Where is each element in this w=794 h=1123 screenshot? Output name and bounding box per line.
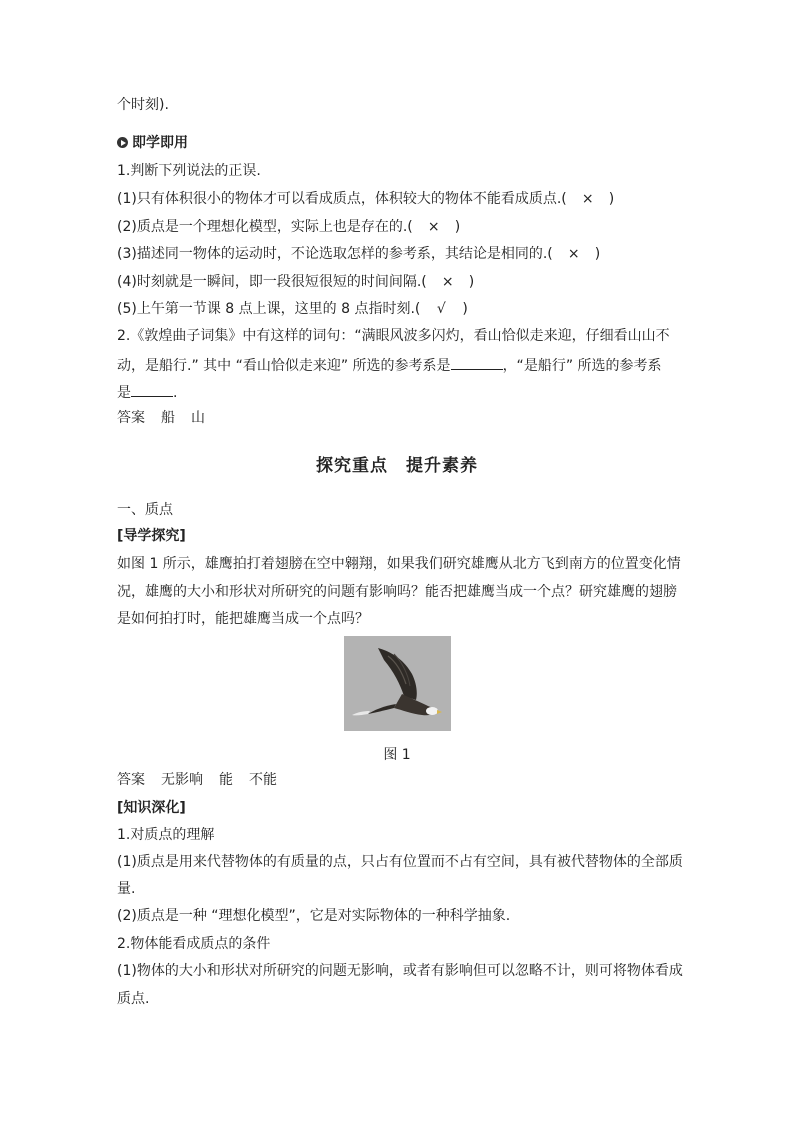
section-title xyxy=(0,451,794,476)
q2-line xyxy=(117,382,177,402)
guide-line: 况，雄鹰的大小和形状对所研究的问题有影响吗？能否把雄鹰当成一个点？研究雄鹰的翅膀 xyxy=(117,584,677,600)
part-heading: 一、质点 xyxy=(117,502,173,518)
q1-item-mark: × xyxy=(427,219,440,235)
q1-item-text: (5)上午第一节课 8 点上课，这里的 8 点指时刻.( xyxy=(117,301,421,317)
q2-text: . xyxy=(173,385,178,401)
q1-item-mark: × xyxy=(567,246,580,262)
part1-answer xyxy=(117,771,277,789)
knowledge-title: 1.对质点的理解 xyxy=(117,827,215,843)
play-circle-icon xyxy=(117,137,128,148)
q2-answer xyxy=(117,409,205,427)
practice-header xyxy=(117,134,188,152)
q1-item-close: ) xyxy=(468,274,475,290)
q2-line xyxy=(117,355,662,375)
q1-stem: 1.判断下列说法的正误. xyxy=(117,163,261,179)
guide-line: 是如何拍打时，能把雄鹰当成一个点吗？ xyxy=(117,611,369,627)
q1-item-text: (1)只有体积很小的物体才可以看成质点，体积较大的物体不能看成质点.( xyxy=(117,191,567,207)
q1-item-close: ) xyxy=(594,246,601,262)
q2-text: 是 xyxy=(117,385,131,401)
q1-item xyxy=(117,190,614,208)
q1-item xyxy=(117,245,600,263)
guide-line: 如图 1 所示，雄鹰拍打着翅膀在空中翱翔，如果我们研究雄鹰从北方飞到南方的位置变化情 xyxy=(117,556,681,572)
q1-item-mark: × xyxy=(441,274,454,290)
q1-item-mark: × xyxy=(581,191,594,207)
q2-line: 2.《敦煌曲子词集》中有这样的词句：“满眼风波多闪灼，看山恰似走来迎，仔细看山山不 xyxy=(117,328,670,344)
answer-label: 答案 xyxy=(117,772,145,788)
practice-header-label: 即学即用 xyxy=(132,135,188,151)
q1-item-close: ) xyxy=(454,219,461,235)
eagle-photo xyxy=(344,636,451,731)
answer-blank xyxy=(131,382,173,397)
q1-item-close: ) xyxy=(462,301,468,317)
q2-text: 动，是船行.” 其中 “看山恰似走来迎” 所选的参考系是 xyxy=(117,358,451,374)
intro-tail: 个时刻). xyxy=(117,97,169,113)
answer-value: 不能 xyxy=(249,772,277,788)
q1-item-text: (2)质点是一个理想化模型，实际上也是存在的.( xyxy=(117,219,413,235)
deepen-label: [知识深化] xyxy=(117,800,186,816)
q1-item xyxy=(117,273,474,291)
q1-item-text: (3)描述同一物体的运动时，不论选取怎样的参考系，其结论是相同的.( xyxy=(117,246,553,262)
q1-item-close: ) xyxy=(608,191,615,207)
answer-blank xyxy=(451,355,503,370)
guide-label: [导学探究] xyxy=(117,528,186,544)
figure-caption: 图 1 xyxy=(383,747,411,763)
answer-value: 无影响 xyxy=(161,772,203,788)
knowledge-text: 量. xyxy=(117,881,136,897)
q1-item xyxy=(117,300,468,318)
knowledge-text: 质点. xyxy=(117,991,150,1007)
q1-item xyxy=(117,218,460,236)
q1-item-mark: √ xyxy=(436,301,446,317)
q1-item-text: (4)时刻就是一瞬间，即一段很短很短的时间间隔.( xyxy=(117,274,427,290)
knowledge-text: (1)质点是用来代替物体的有质量的点，只占有位置而不占有空间，具有被代替物体的全部质 xyxy=(117,854,683,870)
section-title-part: 探究重点 xyxy=(316,456,388,476)
eagle-silhouette xyxy=(344,636,451,731)
answer-label: 答案 xyxy=(117,410,145,426)
answer-value: 能 xyxy=(219,772,233,788)
section-title-part: 提升素养 xyxy=(406,456,478,476)
q2-text: ，“是船行” 所选的参考系 xyxy=(502,358,662,374)
knowledge-text: (1)物体的大小和形状对所研究的问题无影响，或者有影响但可以忽略不计，则可将物体看成 xyxy=(117,963,683,979)
knowledge-text: (2)质点是一种 “理想化模型”，它是对实际物体的一种科学抽象. xyxy=(117,908,511,924)
knowledge-title: 2.物体能看成质点的条件 xyxy=(117,936,271,952)
answer-value: 山 xyxy=(191,410,205,426)
answer-value: 船 xyxy=(161,410,175,426)
